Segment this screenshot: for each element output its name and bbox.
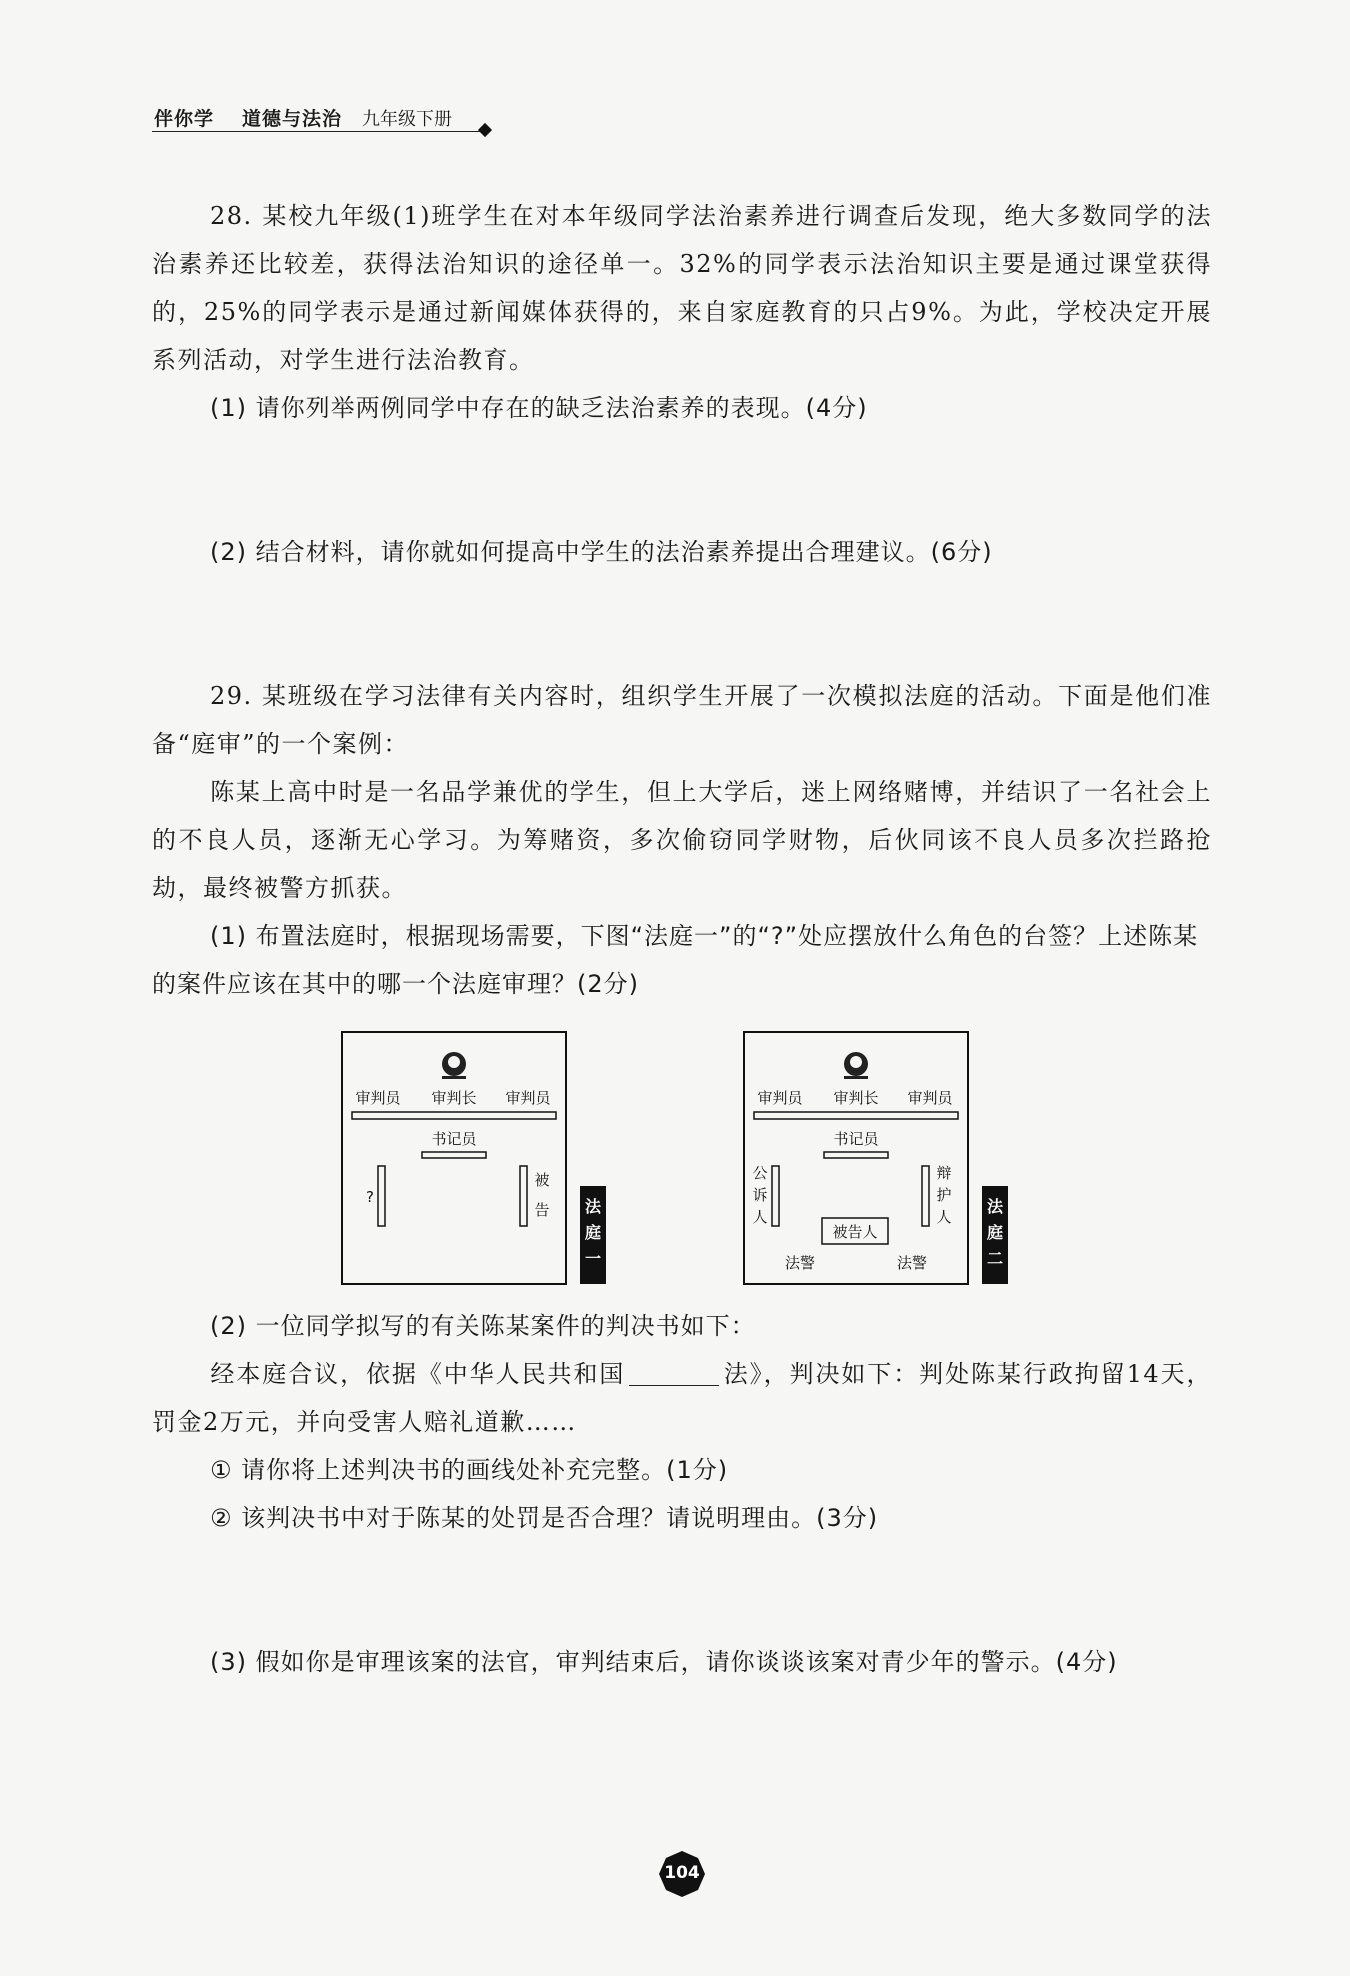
- q28-sub2: (2) 结合材料，请你就如何提高中学生的法治素养提出合理建议。(6分): [210, 538, 993, 566]
- court-one: [342, 1032, 566, 1284]
- svg-text:庭: 庭: [584, 1223, 602, 1242]
- clerk-label: 书记员: [833, 1130, 879, 1148]
- judge-chief-label: 审判长: [833, 1089, 879, 1107]
- page-header: [152, 100, 492, 134]
- svg-text:法: 法: [986, 1197, 1004, 1216]
- court-two: [744, 1032, 968, 1284]
- court-one-label: [580, 1186, 606, 1284]
- header-rule: [152, 131, 482, 132]
- defender-char3: 人: [936, 1208, 952, 1226]
- unknown-role-label: ?: [366, 1188, 374, 1206]
- police-right-label: 法警: [896, 1254, 928, 1272]
- verdict-blank[interactable]: [629, 1359, 719, 1386]
- q28-stem: 28. 某校九年级(1)班学生在对本年级同学法治素养进行调查后发现，绝大多数同学的法治素养还比较差，获得法治知识的途径单一。32%的同学表示法治知识主要是通过课堂获得的，25%的同学表示是通过新闻媒体获得的，来自家庭教育的只占9%。为此，学校决定开展系列活动，对学生进行法治教育。: [152, 202, 1212, 374]
- grade-label: 九年级下册: [362, 109, 452, 130]
- subject-title: 道德与法治: [242, 108, 343, 130]
- q28-sub1: (1) 请你列举两例同学中存在的缺乏法治素养的表现。(4分): [210, 394, 868, 422]
- left-desk: [378, 1166, 385, 1226]
- clerk-label: 书记员: [431, 1130, 477, 1148]
- prosecutor-char3: 人: [752, 1208, 768, 1226]
- series-title: 伴你学: [154, 108, 215, 130]
- judge-right-label: 审判员: [907, 1089, 953, 1107]
- court-two-label: [982, 1186, 1008, 1284]
- q29-sub3: (3) 假如你是审理该案的法官，审判结束后，请你谈谈该案对青少年的警示。(4分): [210, 1648, 1118, 1676]
- q29-sub1: (1) 布置法庭时，根据现场需要，下图“法庭一”的“?”处应摆放什么角色的台签？上述陈某的案件应该在其中的哪一个法庭审理？(2分): [152, 922, 1199, 998]
- police-left-label: 法警: [784, 1254, 816, 1272]
- prosecutor-desk: [772, 1166, 779, 1226]
- q29-verdict: 经本庭合议，依据《中华人民共和国 法》，判决如下：判处陈某行政拘留14天，罚金2万元，并向受害人赔礼道歉……: [152, 1360, 1212, 1436]
- defendant-desk: [520, 1166, 527, 1226]
- bench-desk: [754, 1112, 958, 1119]
- bench-desk: [352, 1112, 556, 1119]
- courtroom-diagram: [340, 1028, 1020, 1288]
- judge-chief-label: 审判长: [431, 1089, 477, 1107]
- svg-text:庭: 庭: [986, 1223, 1004, 1242]
- defender-char2: 护: [936, 1186, 952, 1204]
- prosecutor-char2: 诉: [752, 1186, 768, 1204]
- defender-desk: [922, 1166, 929, 1226]
- diamond-icon: [478, 123, 492, 137]
- judge-left-label: 审判员: [355, 1089, 401, 1107]
- accused-label: 被告人: [832, 1223, 878, 1241]
- q29-item2: ② 该判决书中对于陈某的处罚是否合理？请说明理由。(3分): [210, 1504, 879, 1532]
- page-number-badge: [658, 1850, 706, 1898]
- svg-text:一: 一: [584, 1249, 602, 1268]
- q29-stem: 29. 某班级在学习法律有关内容时，组织学生开展了一次模拟法庭的活动。下面是他们准备“庭审”的一个案例：: [152, 682, 1212, 758]
- courtroom-svg: [340, 1028, 1020, 1288]
- judge-right-label: 审判员: [505, 1089, 551, 1107]
- prosecutor-char1: 公: [752, 1164, 768, 1182]
- defendant-label-char1: 被: [534, 1171, 550, 1189]
- q29-item1: ① 请你将上述判决书的画线处补充完整。(1分): [210, 1456, 729, 1484]
- svg-text:法: 法: [584, 1197, 602, 1216]
- defender-char1: 辩: [936, 1164, 952, 1182]
- clerk-desk: [422, 1152, 486, 1158]
- q29-sub2: (2) 一位同学拟写的有关陈某案件的判决书如下：: [210, 1312, 756, 1340]
- defendant-label-char2: 告: [534, 1201, 550, 1219]
- svg-text:二: 二: [986, 1249, 1004, 1268]
- clerk-desk: [824, 1152, 888, 1158]
- page-number: 104: [664, 1863, 700, 1883]
- q29-case: 陈某上高中时是一名品学兼优的学生，但上大学后，迷上网络赌博，并结识了一名社会上的不良人员，逐渐无心学习。为筹赌资，多次偷窃同学财物，后伙同该不良人员多次拦路抢劫，最终被警方抓获。: [152, 778, 1212, 902]
- judge-left-label: 审判员: [757, 1089, 803, 1107]
- emblem-icon: [844, 1052, 868, 1079]
- emblem-icon: [442, 1052, 466, 1079]
